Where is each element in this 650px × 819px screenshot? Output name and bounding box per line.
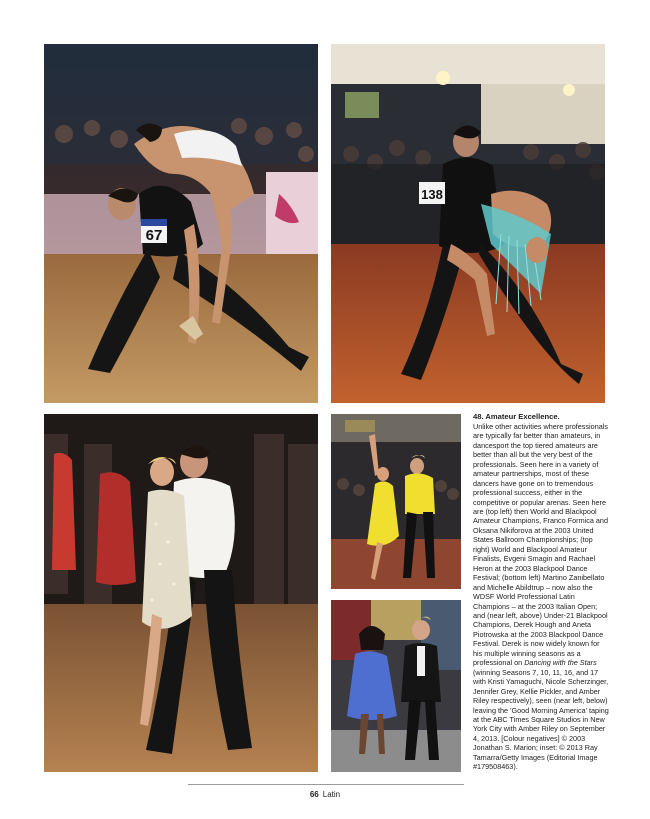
photo-mid-small <box>331 414 461 589</box>
photo-mid-small-image <box>331 414 461 589</box>
section-name: Latin <box>322 790 341 799</box>
bib-number-138: 138 <box>421 187 443 202</box>
photo-top-right-image <box>331 44 605 403</box>
bib-number-67: 67 <box>145 227 163 244</box>
photo-caption <box>473 412 609 772</box>
photo-top-left-image <box>44 44 318 403</box>
photo-inset <box>331 600 461 772</box>
photo-top-right <box>331 44 605 403</box>
photo-top-left <box>44 44 318 403</box>
page-footer <box>0 790 650 799</box>
caption-show-title: Dancing with the Stars <box>524 658 597 668</box>
caption-body-2: (winning Seasons 7, 10, 11, 16, and 17 with Kristi Yamaguchi, Nicole Scherzinger, Jennifer Grey, Kellie Pickler, and Amber Riley respectively), seen (near left, below) leaving the 'Good Morning America' taping at the ABC Times Square Studios in New York City with Amber Riley on September 4, 2013. [Colour negatives] © 2003 Jonathan S. Marion; inset: © 2013 Ray Tamarra/Getty Images (Editorial Image #179508463). <box>473 667 609 772</box>
photo-bottom-left-image <box>44 414 318 772</box>
photo-inset-image <box>331 600 461 772</box>
caption-body-1: Unlike other activities where professionals are typically far better than amateurs, in dancesport the top tiered amateurs are better than all but the very best of the professionals. Seen here in a variety of amateur partnerships, most of these dancers have gone on to tremendous professional success, either in the competitive or popular arenas. Seen here are (top left) then World and Blackpool Amateur Champions, Franco Formica and Oksana Nikiforova at the 2003 United States Ballroom Championships; (top right) World and Blackpool Amateur Finalists, Evgeni Smagin and Rachael Heron at the 2003 Blackpool Dance Festival; (bottom left) Martino Zanibellato and Michelle Abildtrup – now also the WDSF World Professional Latin Champions – at the 2003 Italian Open; and (near left, above) Under-21 Blackpool Champions, Derek Hough and Aneta Piotrowska at the 2003 Blackpool Dance Festival. Derek is now widely known for his multiple winning seasons as a professional on <box>473 421 608 668</box>
caption-title: 48. Amateur Excellence. <box>473 412 560 421</box>
footer-rule <box>188 784 464 785</box>
page-number: 66 <box>309 790 319 799</box>
photo-bottom-left <box>44 414 318 772</box>
